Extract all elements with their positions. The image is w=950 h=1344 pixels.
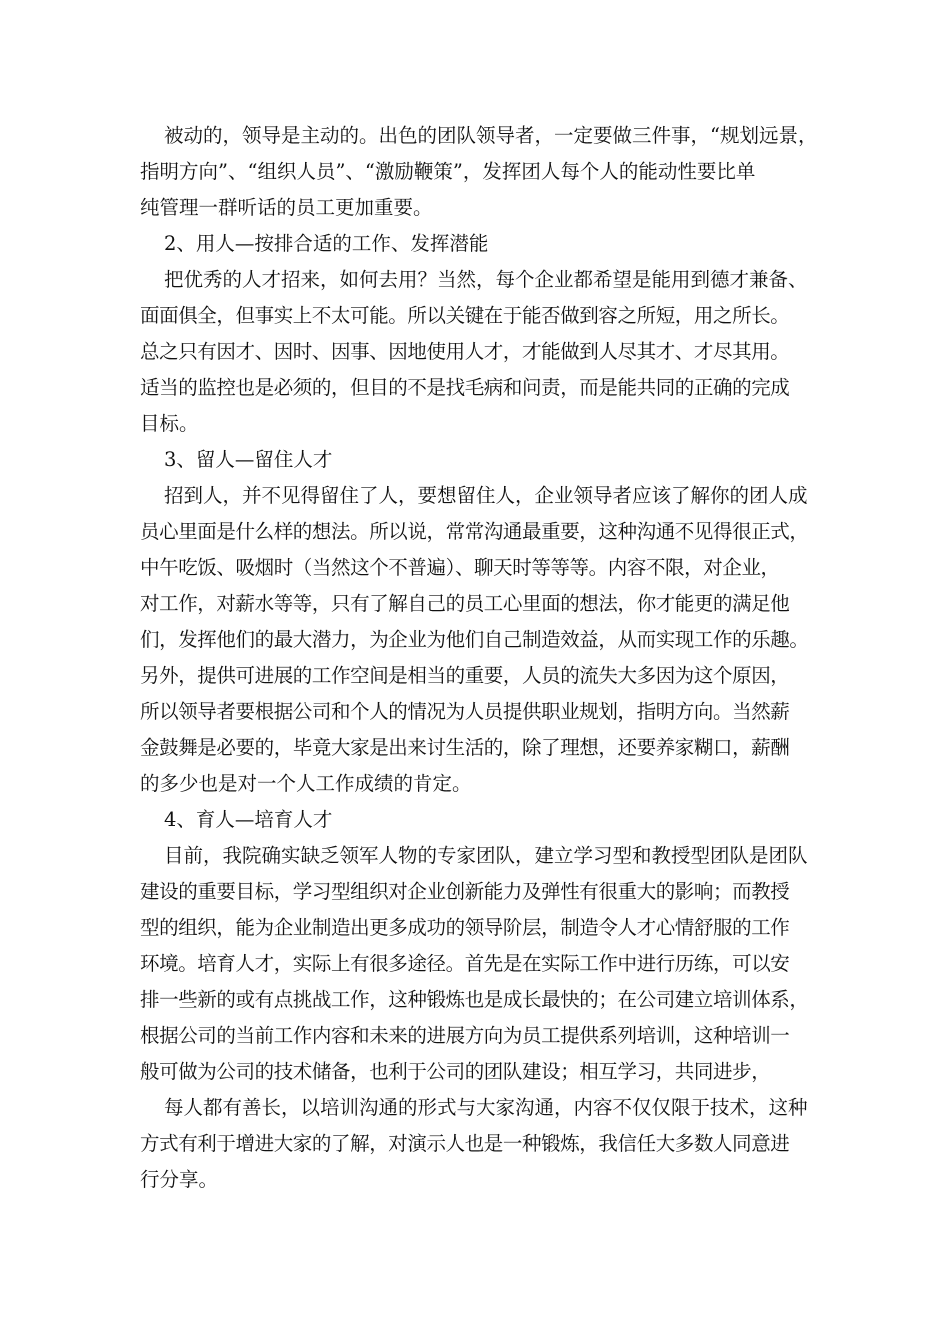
paragraph-line: 对工作，对薪水等等，只有了解自己的员工心里面的想法，你才能更的满足他: [140, 592, 790, 615]
paragraph-line: 根据公司的当前工作内容和未来的进展方向为员工提供系列培训，这种培训一: [140, 1024, 790, 1047]
paragraph-line: 环境。培育人才，实际上有很多途径。首先是在实际工作中进行历练，可以安: [140, 952, 790, 975]
paragraph-line: 中午吃饭、吸烟时（当然这个不普遍）、聊天时等等等。内容不限，对企业，: [140, 556, 780, 579]
paragraph-line: 般可做为公司的技术储备，也利于公司的团队建设；相互学习，共同进步，: [140, 1060, 771, 1083]
paragraph-line: 面面俱全，但事实上不太可能。所以关键在于能否做到容之所短，用之所长。: [140, 304, 790, 327]
paragraph-line: 员心里面是什么样的想法。所以说，常常沟通最重要，这种沟通不见得很正式，: [140, 520, 809, 543]
paragraph-line: 被动的，领导是主动的。出色的团队领导者，一定要做三件事，“规划远景，: [164, 124, 818, 147]
paragraph-line: 指明方向”、“组织人员”、“激励鞭策”，发挥团人每个人的能动性要比单: [140, 160, 756, 183]
paragraph-line: 所以领导者要根据公司和个人的情况为人员提供职业规划，指明方向。当然薪: [140, 700, 790, 723]
paragraph-line: 行分享。: [140, 1168, 219, 1191]
paragraph-line: 的多少也是对一个人工作成绩的肯定。: [140, 772, 472, 795]
paragraph-line: 们，发挥他们的最大潜力，为企业为他们自己制造效益，从而实现工作的乐趣。: [140, 628, 809, 651]
paragraph-line: 型的组织，能为企业制造出更多成功的领导阶层，制造令人才心情舒服的工作: [140, 916, 790, 939]
paragraph-line: 金鼓舞是必要的，毕竟大家是出来讨生活的，除了理想，还要养家糊口，薪酬: [140, 736, 790, 759]
paragraph-line: 把优秀的人才招来，如何去用？当然，每个企业都希望是能用到德才兼备、: [164, 268, 808, 291]
paragraph-line: 适当的监控也是必须的，但目的不是找毛病和问责，而是能共同的正确的完成: [140, 376, 790, 399]
paragraph-line: 排一些新的或有点挑战工作，这种锻炼也是成长最快的；在公司建立培训体系，: [140, 988, 809, 1011]
paragraph-line: 另外，提供可进展的工作空间是相当的重要，人员的流失大多因为这个原因，: [140, 664, 790, 687]
paragraph-line: 每人都有善长，以培训沟通的形式与大家沟通，内容不仅仅限于技术，这种: [164, 1096, 808, 1119]
paragraph-line: 方式有利于增进大家的了解，对演示人也是一种锻炼，我信任大多数人同意进: [140, 1132, 790, 1155]
paragraph-line: 建设的重要目标，学习型组织对企业创新能力及弹性有很重大的影响；而教授: [140, 880, 790, 903]
document-body: [140, 118, 818, 1198]
paragraph-line: 目标。: [140, 412, 199, 435]
paragraph-line: 招到人，并不见得留住了人，要想留住人，企业领导者应该了解你的团人成: [164, 484, 808, 507]
section-heading-training: 4、育人—培育人才: [164, 808, 333, 831]
section-heading-hiring: 2、用人—按排合适的工作、发挥潜能: [164, 232, 489, 255]
paragraph-line: 纯管理一群听话的员工更加重要。: [140, 196, 433, 219]
section-heading-retention: 3、留人—留住人才: [164, 448, 333, 471]
paragraph-line: 总之只有因才、因时、因事、因地使用人才，才能做到人尽其才、才尽其用。: [140, 340, 790, 363]
paragraph-line: 目前，我院确实缺乏领军人物的专家团队，建立学习型和教授型团队是团队: [164, 844, 808, 867]
